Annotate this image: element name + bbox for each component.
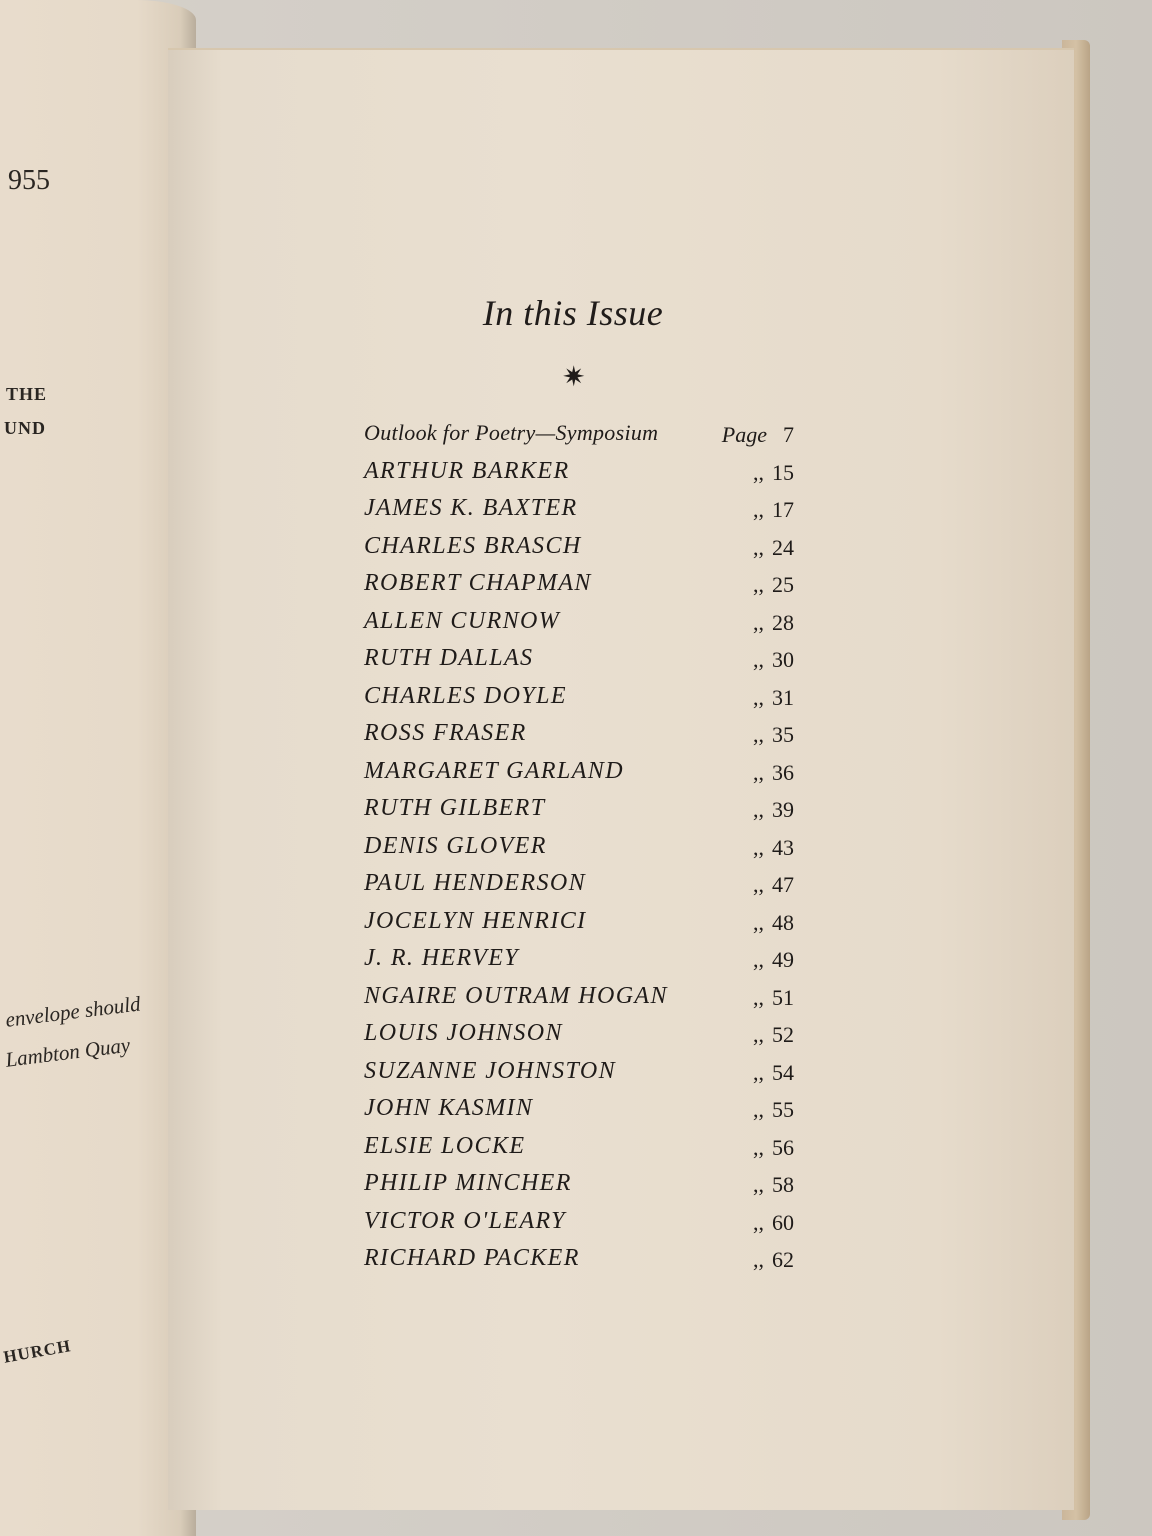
ditto-mark: ,, xyxy=(753,759,764,785)
contents-entry-page xyxy=(753,685,794,711)
contents-entry-title: JOCELYN HENRICI xyxy=(364,907,587,934)
left-page-envelope-fragment: envelope should xyxy=(4,991,142,1032)
contents-entry-title: PHILIP MINCHER xyxy=(364,1170,572,1196)
page-number: 58 xyxy=(772,1172,794,1197)
page-number: 17 xyxy=(772,497,794,522)
contents-entry xyxy=(364,608,794,646)
contents-entry xyxy=(364,533,794,571)
contents-entry xyxy=(364,1020,794,1058)
contents-entry-page xyxy=(753,985,794,1011)
contents-entry-page xyxy=(753,647,794,673)
ditto-mark: ,, xyxy=(753,834,764,860)
page-number: 35 xyxy=(772,722,794,747)
contents-entry xyxy=(364,1245,794,1283)
table-of-contents xyxy=(364,420,794,1283)
page-number: 28 xyxy=(772,609,794,635)
contents-entry-title: SUZANNE JOHNSTON xyxy=(364,1057,616,1084)
ditto-mark: ,, xyxy=(753,1172,764,1197)
page-number: 49 xyxy=(772,947,794,972)
left-page-lambton-fragment: Lambton Quay xyxy=(4,1032,132,1072)
page-number: 54 xyxy=(772,1059,794,1085)
contents-entry-page xyxy=(753,947,794,973)
contents-entry xyxy=(364,458,794,496)
contents-entry-page xyxy=(753,835,794,861)
contents-entry-page xyxy=(753,497,794,523)
contents-entry-title: ELSIE LOCKE xyxy=(364,1132,526,1159)
ditto-mark: ,, xyxy=(753,909,764,935)
contents-entry xyxy=(364,983,794,1021)
contents-entry-page xyxy=(753,1060,794,1086)
contents-entry-title: LOUIS JOHNSON xyxy=(364,1020,563,1046)
contents-entry-page xyxy=(753,797,794,823)
ditto-mark: ,, xyxy=(753,1022,764,1047)
contents-entry-page xyxy=(753,722,794,748)
page-number: 62 xyxy=(772,1247,794,1272)
contents-entry-title: CHARLES BRASCH xyxy=(364,532,582,559)
contents-entry-title: Outlook for Poetry—Symposium xyxy=(364,420,659,445)
page-number: 60 xyxy=(772,1209,794,1235)
ditto-mark: ,, xyxy=(753,1097,764,1122)
ditto-mark: ,, xyxy=(753,872,764,897)
page-number: 55 xyxy=(772,1097,794,1122)
page-number: 25 xyxy=(772,572,794,597)
left-page-the-fragment: THE xyxy=(6,384,48,404)
contents-entry-title: RICHARD PACKER xyxy=(364,1245,580,1271)
page-number: 7 xyxy=(783,422,794,447)
contents-entry-page xyxy=(753,872,794,898)
contents-entry xyxy=(364,795,794,833)
contents-entry-title: NGAIRE OUTRAM HOGAN xyxy=(364,982,668,1009)
contents-entry xyxy=(364,1095,794,1133)
ditto-mark: ,, xyxy=(753,534,764,560)
page-number: 56 xyxy=(772,1134,794,1160)
contents-entry-title: ROSS FRASER xyxy=(364,720,527,746)
contents-entry-page xyxy=(753,460,794,486)
ditto-mark: ,, xyxy=(753,984,764,1010)
contents-entry xyxy=(364,908,794,946)
contents-entry-title: JAMES K. BAXTER xyxy=(364,495,578,521)
ditto-mark: ,, xyxy=(753,497,764,522)
contents-entry-title: J. R. HERVEY xyxy=(364,945,519,971)
contents-page xyxy=(168,48,1074,1510)
contents-entry-page xyxy=(722,422,794,448)
page-number: 52 xyxy=(772,1022,794,1047)
contents-entry xyxy=(364,1058,794,1096)
left-page-year-fragment: 955 xyxy=(8,165,50,196)
page-number: 43 xyxy=(772,834,794,860)
contents-entry-title: RUTH DALLAS xyxy=(364,645,534,671)
page-number: 31 xyxy=(772,684,794,710)
page-number: 36 xyxy=(772,759,794,785)
contents-entry xyxy=(364,758,794,796)
contents-entry-page xyxy=(753,610,794,636)
page-number: 48 xyxy=(772,909,794,935)
contents-entry-page xyxy=(753,1135,794,1161)
ditto-mark: ,, xyxy=(753,459,764,485)
contents-entry xyxy=(364,1170,794,1208)
page-number: 47 xyxy=(772,872,794,897)
contents-entry-page xyxy=(753,1097,794,1123)
ditto-mark: ,, xyxy=(753,684,764,710)
contents-entry-page xyxy=(753,910,794,936)
contents-entry xyxy=(364,645,794,683)
ditto-mark: ,, xyxy=(753,1247,764,1272)
contents-entry xyxy=(364,1133,794,1171)
contents-entry-title: ALLEN CURNOW xyxy=(364,607,561,634)
contents-entry xyxy=(364,683,794,721)
contents-entry-page xyxy=(753,1247,794,1273)
contents-entry-title: MARGARET GARLAND xyxy=(364,757,624,784)
page-number: 39 xyxy=(772,797,794,822)
ditto-mark: ,, xyxy=(753,647,764,672)
page-number: 30 xyxy=(772,647,794,672)
page-number: 51 xyxy=(772,984,794,1010)
ditto-mark: ,, xyxy=(753,609,764,635)
page-number: 24 xyxy=(772,534,794,560)
contents-entry xyxy=(364,720,794,758)
contents-entry-title: DENIS GLOVER xyxy=(364,832,547,859)
contents-entry-title: VICTOR O'LEARY xyxy=(364,1207,566,1234)
left-page-und-fragment: UND xyxy=(4,418,46,438)
contents-entry-title: CHARLES DOYLE xyxy=(364,682,567,709)
ditto-mark: ,, xyxy=(753,722,764,747)
star-ornament-icon: ✷ xyxy=(562,362,586,393)
left-page xyxy=(0,0,196,1536)
contents-entry-title: JOHN KASMIN xyxy=(364,1095,534,1121)
contents-entry xyxy=(364,420,794,458)
left-page-church-fragment: HURCH xyxy=(2,1336,73,1367)
contents-entry-title: RUTH GILBERT xyxy=(364,795,546,821)
ditto-mark: ,, xyxy=(753,947,764,972)
contents-entry-title: PAUL HENDERSON xyxy=(364,870,587,896)
ditto-mark: ,, xyxy=(753,572,764,597)
page-title: In this Issue xyxy=(482,293,664,333)
ditto-mark: ,, xyxy=(753,1134,764,1160)
contents-entry xyxy=(364,1208,794,1246)
contents-entry xyxy=(364,870,794,908)
contents-entry-page xyxy=(753,1210,794,1236)
ditto-mark: ,, xyxy=(753,1059,764,1085)
contents-entry xyxy=(364,570,794,608)
contents-entry xyxy=(364,833,794,871)
page-number: 15 xyxy=(772,459,794,485)
ditto-mark: ,, xyxy=(753,1209,764,1235)
ditto-mark: ,, xyxy=(753,797,764,822)
contents-entry-page xyxy=(753,572,794,598)
contents-entry xyxy=(364,945,794,983)
contents-entry xyxy=(364,495,794,533)
contents-entry-page xyxy=(753,1022,794,1048)
contents-entry-page xyxy=(753,535,794,561)
contents-entry-title: ROBERT CHAPMAN xyxy=(364,570,592,596)
contents-entry-title: ARTHUR BARKER xyxy=(364,457,570,484)
contents-entry-page xyxy=(753,1172,794,1198)
page-label: Page xyxy=(721,422,767,447)
contents-entry-page xyxy=(753,760,794,786)
